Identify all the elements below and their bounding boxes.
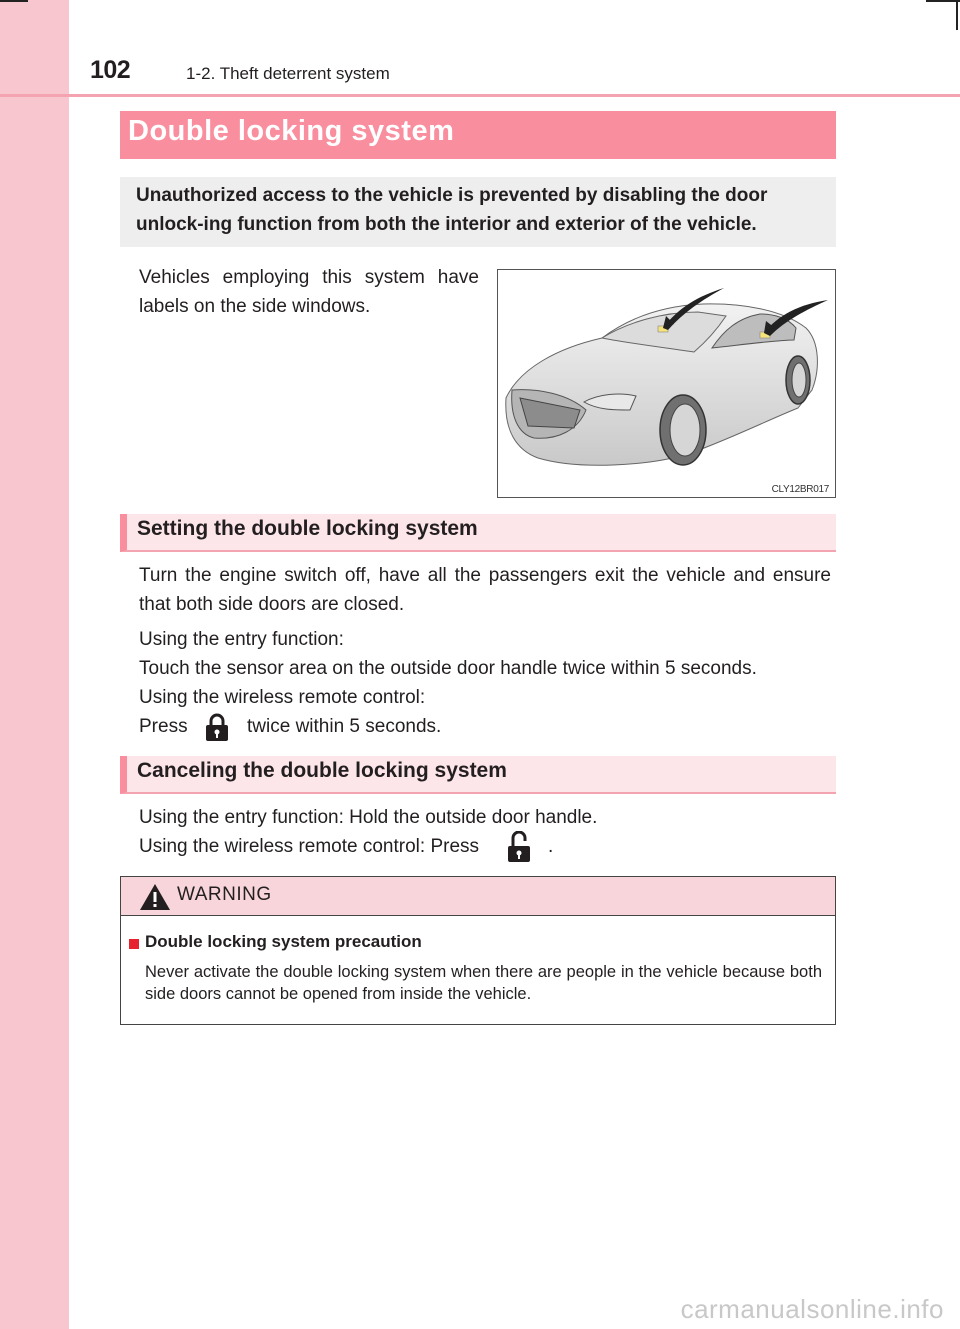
warning-bullet [129, 939, 139, 949]
entry-function-text: Touch the sensor area on the outside door handle twice within 5 seconds. [139, 658, 757, 679]
intro-box: Unauthorized access to the vehicle is prevented by disabling the door unlock-ing function from both the interior and exterior of the vehicle. [120, 177, 836, 247]
page-sidebar [0, 0, 69, 1329]
page-title: Double locking system [120, 111, 836, 159]
figure-code: CLY12BR017 [771, 484, 829, 495]
unlock-icon [506, 831, 532, 863]
page-number: 102 [90, 56, 131, 84]
canceling-heading: Canceling the double locking system [120, 756, 836, 794]
cancel-remote-text: Using the wireless remote control: Press [139, 836, 480, 857]
remote-control-label: Using the wireless remote control: [139, 687, 426, 708]
warning-triangle-icon [139, 883, 171, 911]
car-drawing [498, 270, 835, 497]
warning-box [120, 876, 836, 1025]
crop-mark-top-left [0, 0, 28, 2]
crop-mark-top-right-vertical [956, 0, 958, 30]
lock-icon [204, 712, 230, 742]
warning-header [121, 877, 835, 916]
entry-function-label: Using the entry function: [139, 629, 344, 650]
vehicles-paragraph: Vehicles employing this system have labels on the side windows. [139, 267, 479, 317]
warning-label: WARNING [177, 884, 272, 905]
press-label: Press [139, 716, 188, 737]
setting-paragraph: Turn the engine switch off, have all the passengers exit the vehicle and ensure that both side doors are closed. [139, 565, 831, 615]
crop-mark-top-right [926, 0, 960, 2]
cancel-entry-text: Using the entry function: Hold the outside door handle. [139, 807, 598, 828]
warning-text: Never activate the double locking system when there are people in the vehicle because both side doors cannot be opened from inside the vehicle. [145, 963, 822, 1003]
cancel-remote-suffix: . [548, 836, 554, 857]
car-illustration [497, 269, 836, 498]
setting-heading: Setting the double locking system [120, 514, 836, 552]
header-rule [0, 94, 960, 97]
watermark: carmanualsonline.info [680, 1294, 944, 1324]
section-title: 1-2. Theft deterrent system [186, 64, 390, 83]
press-suffix: twice within 5 seconds. [247, 716, 442, 737]
warning-subheading: Double locking system precaution [145, 932, 422, 951]
